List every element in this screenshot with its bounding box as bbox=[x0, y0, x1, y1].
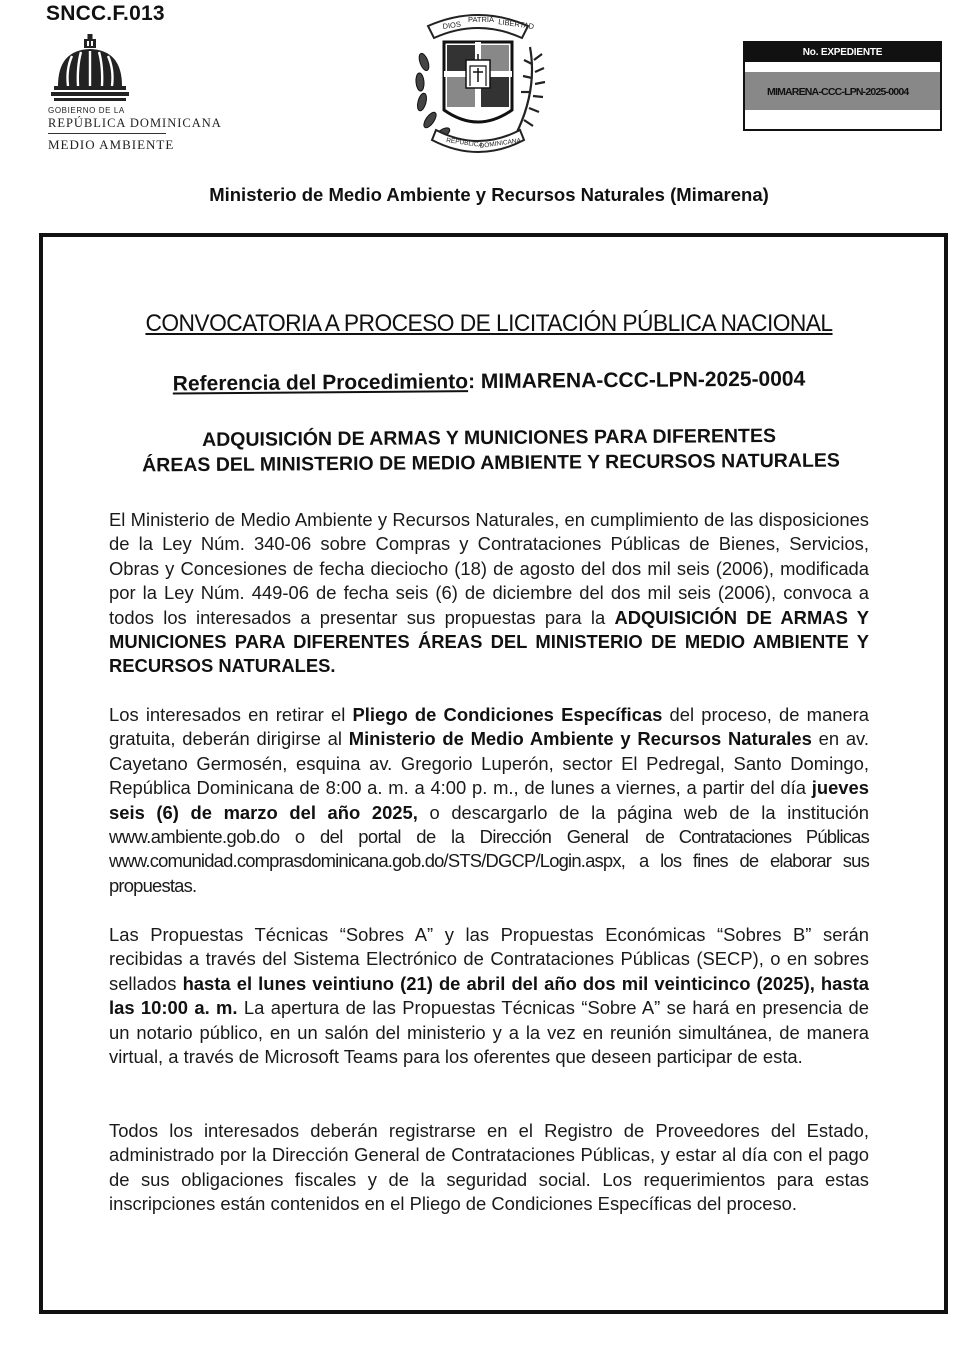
notice-title: CONVOCATORIA A PROCESO DE LICITACIÓN PÚBLICA NACIONAL bbox=[145, 310, 833, 337]
p4-text: Todos los interesados deberán registrarse en el Registro de Proveedores del Estado, administrado por la Dirección General de Contrataciones Públicas, y estar al día con el pago de sus obligaciones fiscales y de la seguridad social. Los requerimientos para estas inscripciones están contenidos en el Pliego de Condiciones Específicas del proceso. bbox=[109, 1120, 869, 1215]
subject-line-2: ÁREAS DEL MINISTERIO DE MEDIO AMBIENTE Y RECURSOS NATURALES bbox=[142, 449, 840, 477]
p2-bold-3: jueves seis (6) de marzo del año 2025, bbox=[109, 777, 869, 823]
reference-separator: : bbox=[467, 370, 481, 394]
paragraph-registration bbox=[109, 1119, 869, 1217]
reference-label: Referencia del Procedimiento bbox=[172, 370, 469, 396]
form-code: SNCC.F.013 bbox=[46, 2, 165, 25]
gov-logo-line1: GOBIERNO DE LA bbox=[48, 106, 125, 115]
expediente-label: No. EXPEDIENTE bbox=[745, 43, 940, 62]
p3-text-1: Las Propuestas Técnicas “Sobres A” y las Propuestas Económicas “Sobres B” serán recibidas a través del Sistema Electrónico de Contrataciones Públicas (SECP), o en sobres sellados bbox=[109, 924, 869, 994]
p2-bold-2: Ministerio de Medio Ambiente y Recursos Naturales bbox=[348, 728, 812, 750]
government-logo bbox=[46, 34, 226, 156]
reference-value: MIMARENA-CCC-LPN-2025-0004 bbox=[480, 367, 806, 394]
p2-condensed-1: www.ambiente.gob.do o del portal de la Dirección General bbox=[109, 826, 629, 848]
p2-text-4: o descargarlo de la página web de la institución bbox=[417, 801, 870, 823]
svg-text:REPÚBLICA: REPÚBLICA bbox=[445, 137, 484, 150]
p2-condensed-3: a los fines de elaborar sus propuestas. bbox=[109, 850, 869, 896]
ministry-name: Ministerio de Medio Ambiente y Recursos Naturales (Mimarena) bbox=[209, 184, 769, 205]
paragraph-pliego bbox=[109, 703, 869, 898]
p2-bold-1: Pliego de Condiciones Específicas bbox=[352, 704, 663, 725]
p2-text-1: Los interesados en retirar el bbox=[109, 704, 353, 725]
gov-logo-line2: REPÚBLICA DOMINICANA bbox=[48, 116, 222, 130]
coat-of-arms-icon bbox=[410, 2, 546, 162]
p3-text-2: La apertura de las Propuestas Técnicas “Sobre A” se hará en presencia de un notario público, en un salón del ministerio y a la vez en reunión simultánea, de manera virtual, a través de Microsoft Teams para los oferentes que deseen participar de esta. bbox=[109, 997, 869, 1068]
svg-text:DIOS: DIOS bbox=[442, 19, 462, 31]
expediente-value: MIMARENA-CCC-LPN-2025-0004 bbox=[745, 72, 940, 110]
expediente-box bbox=[743, 41, 942, 131]
p1-bold: ADQUISICIÓN DE ARMAS Y MUNICIONES PARA DIFERENTES ÁREAS DEL MINISTERIO DE MEDIO AMBIENTE Y RECURSOS NATURALES. bbox=[109, 606, 870, 677]
svg-text:DOMINICANA: DOMINICANA bbox=[479, 137, 522, 150]
paragraph-proposals bbox=[109, 923, 869, 1069]
svg-text:PATRIA: PATRIA bbox=[468, 15, 494, 24]
p2-text-2: del proceso, de manera gratuita, deberán dirigirse al bbox=[109, 704, 870, 750]
svg-text:LIBERTAD: LIBERTAD bbox=[497, 17, 535, 31]
gov-logo-divider bbox=[48, 133, 166, 134]
gov-logo-line3: MEDIO AMBIENTE bbox=[48, 137, 175, 152]
subject-line-1: ADQUISICIÓN DE ARMAS Y MUNICIONES PARA DIFERENTES bbox=[201, 424, 777, 452]
paragraph-convocation bbox=[109, 508, 869, 679]
p2-text-3: en av. Cayetano Germosén, esquina av. Gregorio Luperón, sector El Pedregal, Santo Domingo, República Dominicana de 8:00 a. m. a 4:00 p. m., de lunes a viernes, a partir del día bbox=[109, 728, 869, 799]
capitol-dome-icon bbox=[50, 34, 130, 102]
p1-text: El Ministerio de Medio Ambiente y Recursos Naturales, en cumplimiento de las disposiciones de la Ley Núm. 340-06 sobre Compras y Contrataciones Públicas de Bienes, Servicios, Obras y Concesiones de fecha dieciocho (18) de agosto del dos mil seis (2006), modificada por la Ley Núm. 449-06 de fecha seis (6) de diciembre del dos mil seis (2006), convoca a todos los interesados a presentar sus propuestas para la bbox=[109, 509, 869, 628]
p2-condensed-2: de Contrataciones Públicas www.comunidad.comprasdominicana.gob.do/STS/DGCP/Login.aspx, bbox=[109, 826, 869, 872]
p3-bold-1: hasta el lunes veintiuno (21) de abril del año dos mil veinticinco (2025), hasta las 10:00 a. m. bbox=[109, 972, 869, 1019]
